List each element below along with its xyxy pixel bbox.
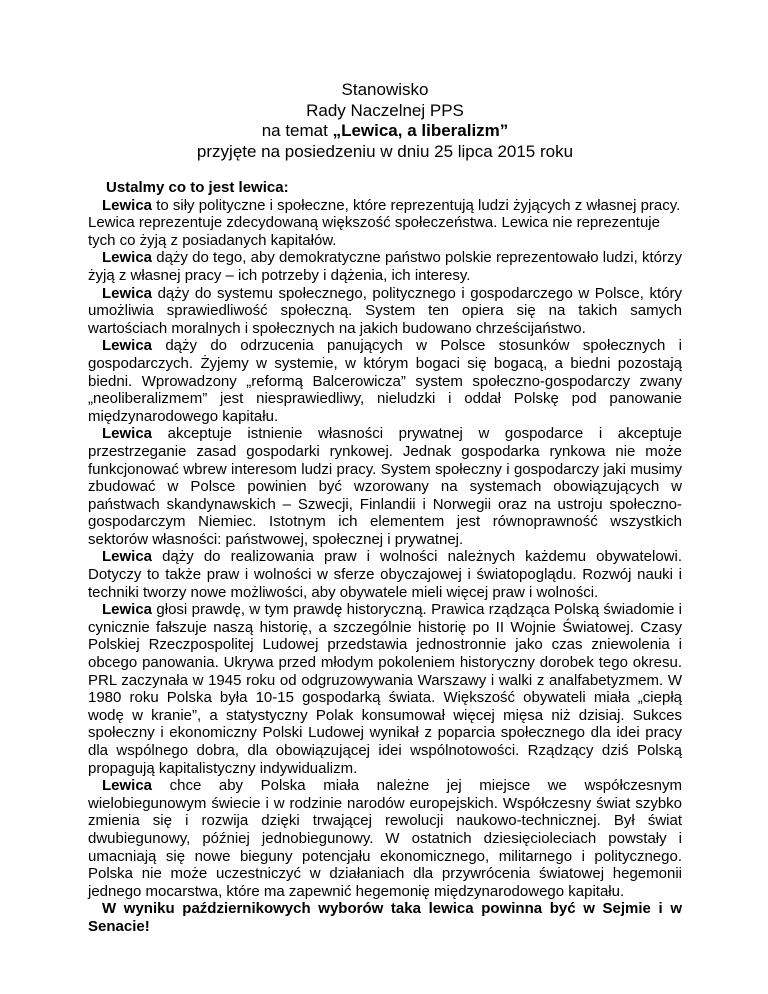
paragraph-2 <box>88 249 682 284</box>
paragraph-lead: Lewica <box>102 425 153 443</box>
paragraph-lead: Lewica <box>102 337 153 355</box>
paragraph-8 <box>88 777 682 900</box>
paragraph-text: dąży do tego, aby demokratyczne państwo polskie reprezentowało ludzi, którzy żyją z własnej pracy – ich potrzeby i dążenia, ich interesy. <box>88 249 682 284</box>
paragraph-3 <box>88 285 682 338</box>
paragraph-lead: Lewica <box>102 548 153 566</box>
paragraph-text: dąży do realizowania praw i wolności należnych każdemu obywatelowi. Dotyczy to także praw i wolności w sferze obyczajowej i światopoglądu. Rozwój nauki i techniki tworzy nowe możliwości, aby obywatele mieli więcej praw i wolności. <box>88 548 682 601</box>
paragraph-text: akceptuje istnienie własności prywatnej w gospodarce i akceptuje przestrzeganie zasad gospodarki rynkowej. Jednak gospodarka rynkowa nie może funkcjonować wbrew interesom ludzi pracy. System społeczny i gospodarczy jaki musimy zbudować w Polsce powinien być wzorowany na systemach obowiązujących w państwach skandynawskich – Szwecji, Finlandii i Norwegii oraz na ustroju społeczno-gospodarczym Niemiec. Istotnym ich elementem jest równoprawność wszystkich sektorów własności: państwowej, społecznej i prywatnej. <box>88 425 682 548</box>
paragraph-text: dąży do systemu społecznego, politycznego i gospodarczego w Polsce, który umożliwia sprawiedliwość społeczną. System ten opiera się na takich samych wartościach moralnych i społecznych na jakich budowano chrześcijaństwo. <box>88 284 682 337</box>
paragraph-lead: Lewica <box>102 601 153 619</box>
paragraph-text: dąży do odrzucenia panujących w Polsce stosunków społecznych i gospodarczych. Żyjemy w systemie, w którym bogaci się bogacą, a biedni pozostają biedni. Wprowadzony „reformą Balcerowicza” system społeczno-gospodarczy zwany „neoliberalizmem” jest niesprawiedliwy, nieludzki i oddał Polskę pod panowanie międzynarodowego kapitału. <box>88 337 682 425</box>
heading-prefix: na temat <box>261 121 333 140</box>
paragraph-text: chce aby Polska miała należne jej miejsce we współczesnym wielobiegunowym świecie i w rodzinie narodów europejskich. Współczesny świat szybko zmienia się i rozwija dzięki trwającej rewolucji naukowo-technicznej. Był świat dwubiegunowy, później jednobiegunowy. W ostatnich dziesięcioleciach powstały i umacniają się nowe bieguny potencjału ekonomicznego, militarnego i politycznego. Polska nie może uczestniczyć w działaniach dla przywrócenia światowej hegemonii jednego mocarstwa, które ma zapewnić hegemonię międzynarodowego kapitału. <box>88 777 682 900</box>
paragraph-text: głosi prawdę, w tym prawdę historyczną. Prawica rządząca Polską świadomie i cynicznie fałszuje naszą historię, a szczególnie historię po II Wojnie Światowej. Czasy Polskiej Rzeczpospolitej Ludowej przedstawia jednostronnie jako czas zniewolenia i obcego panowania. Ukrywa przed młodym pokoleniem historyczny dorobek tego okresu. PRL zaczynała w 1945 roku od odgruzowywania Warszawy i walki z analfabetyzmem. W 1980 roku Polska była 10-15 gospodarką świata. Większość obywateli miała „ciepłą wodę w kranie”, a statystyczny Polak konsumował więcej mięsa niż dzisiaj. Sukces społeczny i ekonomiczny Polski Ludowej wynikał z poparcia społecznego dla idei pracy dla wspólnego dobra, dla obowiązującej idei wspólnotowości. Rządzący dziś Polską propagują kapitalistyczny indywidualizm. <box>88 601 682 777</box>
document-heading <box>88 80 682 162</box>
intro-question: Ustalmy co to jest lewica: <box>106 179 289 196</box>
paragraph-lead: Lewica <box>102 249 153 267</box>
paragraph-text: to siły polityczne i społeczne, które reprezentują ludzi żyjących z własnej pracy. Lewica reprezentuje zdecydowaną większość społeczeństwa. Lewica nie reprezentuje tych co żyją z posiadanych kapitałów. <box>88 196 681 249</box>
paragraph-lead: Lewica <box>102 777 153 795</box>
paragraph-6 <box>88 548 682 601</box>
heading-line-1: Stanowisko <box>341 80 429 99</box>
paragraph-4 <box>88 337 682 425</box>
heading-line-4: przyjęte na posiedzeniu w dniu 25 lipca 2015 roku <box>196 141 574 161</box>
paragraph-lead: Lewica <box>102 284 153 302</box>
paragraph-1 <box>88 197 682 250</box>
heading-line-2: Rady Naczelnej PPS <box>306 100 464 120</box>
paragraph-lead: Lewica <box>102 196 153 214</box>
heading-title: „Lewica, a liberalizm” <box>332 121 509 140</box>
heading-line-3 <box>88 121 682 142</box>
closing-statement: W wyniku październikowych wyborów taka lewica powinna być w Sejmie i w Senacie! <box>88 900 682 935</box>
document-page <box>88 80 682 936</box>
paragraph-7 <box>88 601 682 777</box>
paragraph-5 <box>88 425 682 548</box>
